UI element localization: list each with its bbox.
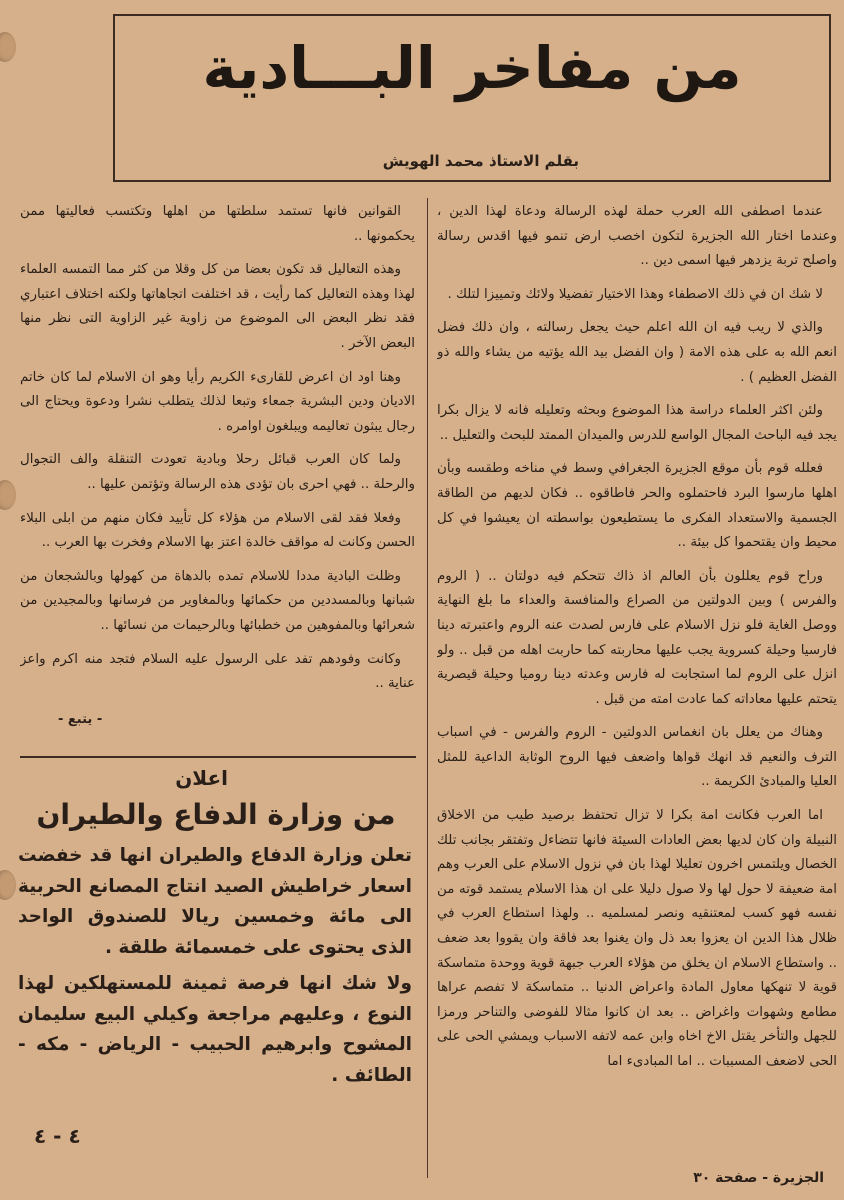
ad-title: من وزارة الدفاع والطيران bbox=[36, 798, 396, 831]
article-title: من مفاخر البـــادية bbox=[202, 34, 742, 102]
paragraph: ولئن اكثر العلماء دراسة هذا الموضوع وبحثه وتعليله فانه لا يزال بكرا يجد فيه الباحث المجال الواسع للدرس والميدان الممتد للبحث والتعليل .. bbox=[437, 403, 837, 443]
paragraph: والذي لا ريب فيه ان الله اعلم حيث يجعل رسالته ، وان ذلك فضل انعم الله به على هذه الامة ( وان الفضل بيد الله يؤتيه من يشاء والله ذو الفضل العظيم ) . bbox=[437, 320, 837, 385]
paragraph: القوانين فانها تستمد سلطتها من اهلها وتكتسب فعاليتها ممن يحكمونها .. bbox=[20, 204, 415, 244]
ad-paragraph: تعلن وزارة الدفاع والطيران انها قد خفضت اسعار خراطيش الصيد انتاج المصانع الحربية الى مائة وخمسين ريالا للصندوق الواحد الذى يحتوى على خمسمائة طلقة . bbox=[18, 845, 412, 958]
section-divider bbox=[20, 756, 416, 758]
paragraph: وهذه التعاليل قد تكون بعضا من كل وقلا من كثر مما التمسه العلماء لهذا وهذه التعاليل كما رأيت ، قد اختلفت اتجاهاتها ولكنه اختلاف اعتباري فقد نظر البعض الى الموضوع من زاوية غير الزاوية التى نظر منها البعض الآخر . bbox=[20, 262, 415, 351]
article-column-right bbox=[437, 200, 837, 1175]
paragraph: ولما كان العرب قبائل رحلا وبادية تعودت التنقلة والف التجوال والرحلة .. فهي احرى بان تؤدى هذه الرسالة وتؤتمن عليها .. bbox=[20, 452, 415, 492]
ad-paragraph: ولا شك انها فرصة ثمينة للمستهلكين لهذا النوع ، وعليهم مراجعة وكيلي البيع سليمان المشوح وابرهيم الحبيب - الرياض - مكه - الطائف . bbox=[18, 973, 412, 1086]
paragraph: وهنا اود ان اعرض للقارىء الكريم رأيا وهو ان الاسلام لما كان خاتم الاديان ودين البشرية جمعاء وتبعا لذلك يتطلب نشرا ودعوة ويحتاج الى رجال يبثون تعاليمه ويبلغون اوامره . bbox=[20, 369, 415, 434]
advertisement bbox=[14, 762, 418, 1097]
page-footer: الجزيرة - صفحة ٣٠ bbox=[693, 1170, 824, 1186]
ad-heading: اعلان bbox=[175, 766, 228, 790]
punch-hole bbox=[0, 32, 16, 62]
punch-hole bbox=[0, 480, 16, 510]
paragraph: لا شك ان في ذلك الاصطفاء وهذا الاختيار تفضيلا ولائك وتمييزا لتلك . bbox=[447, 286, 823, 302]
paragraph: وظلت البادية مددا للاسلام تمده بالدهاة من كهولها وبالشجعان من شبانها وبالمسددين من حكمائها وبالمغاوير من فرسانها وبالمجيدين من شعرائها وبالمفوهين من خطبائها وبالرحيمات من نسائها .. bbox=[20, 568, 415, 633]
paragraph: وراح قوم يعللون بأن العالم اذ ذاك تتحكم فيه دولتان .. ( الروم والفرس ) وبين الدولتين من الصراع والمنافسة والعداء ما بلغ النهاية ووصل الغاية فلو نزل الاسلام على فارس لصدت عنه الروم واعتبرته دينا فارسيا وحيلة كسروية يجب عليها محاربته كما حاربت اهله من قبل .. ولو انزل على الروم لما استجابت له فارس وعدته دينا روميا وحيلة قيصرية يتحتم عليها معاداته كما عادت امته من قبل . bbox=[437, 568, 837, 707]
paragraph: وهناك من يعلل بان انغماس الدولتين - الروم والفرس - في اسباب الترف والنعيم قد انهك قواها واضعف فيها الروح الوثابة الداعية للمثل العليا والمبادئ الكريمة .. bbox=[437, 725, 837, 790]
paragraph: فعلله قوم بأن موقع الجزيرة الجغرافي وسط في مناخه وطقسه وبأن اهلها مارسوا البرد فاحتملوه والحر فاطاقوه .. فكان لديهم من الطاقة الجسمية والاستعداد الفكرى ما يستطيعون بواسطته ان يعيشوا في كل محيط وان يقتحموا كل بيئة .. bbox=[437, 461, 837, 551]
continued-label: - يتبع - bbox=[58, 712, 103, 727]
paragraph: عندما اصطفى الله العرب حملة لهذه الرسالة ودعاة لهذا الدين ، وعندما اختار الله الجزيرة لتكون اخصب ارض تنمو فيها اقدس رسالة واصلح تربة يزدهر فيها اسمى دين .. bbox=[437, 204, 837, 269]
article-column-left bbox=[20, 200, 415, 740]
paragraph: اما العرب فكانت امة بكرا لا تزال تحتفظ برصيد طيب من الاخلاق النبيلة وان كان لديها بعض العادات السيئة فانها تتضاءل وتفتقر بجانب تلك الخصال ويلتمس اخرون تعليلا لهذا بان في نزول الاسلام على العرب وهم امة ضعيفة لا حول لها ولا صول دليلا على ان هذا الاسلام يستمد قوته من نفسه فهو كسب لمعتنقيه ونصر لمسلميه .. ولهذا استطاع العرب في ظلال هذا الدين ان يعزوا بعد ذل وان يغنوا بعد فاقة وان يقووا بعد ضعف .. واستطاع الاسلام ان يخلق من هؤلاء العرب جبهة قوية ووحدة متماسكة قوية لا تنهكها معاول المادة واعراض الدنيا .. متماسكة لا تفصم عراها مطامع وشهوات واغراض .. بعد ان كانوا مثالا للفوضى والتناحر ورمزا للجهل والتأخر يقتل الاخ اخاه وابن عمه لاتفه الاسباب ويمشي الحى على الحى لاضعف المسببات .. اما المبادىء اما bbox=[437, 808, 837, 1069]
page-code: ٤ - ٤ bbox=[34, 1124, 81, 1148]
ad-body bbox=[14, 841, 418, 1091]
paragraph: وفعلا فقد لقى الاسلام من هؤلاء كل تأييد فكان منهم من ابلى البلاء الحسن وكانت له مواقف خالدة اعتز بها الاسلام وفخرت بها العرب .. bbox=[20, 510, 415, 551]
title-box bbox=[113, 14, 831, 182]
paragraph: وكانت وفودهم تفد على الرسول عليه السلام فتجد منه اكرم واعز عناية .. bbox=[20, 651, 415, 692]
column-divider bbox=[427, 198, 428, 1178]
byline: بقلم الاستاذ محمد الهويش bbox=[382, 152, 579, 170]
